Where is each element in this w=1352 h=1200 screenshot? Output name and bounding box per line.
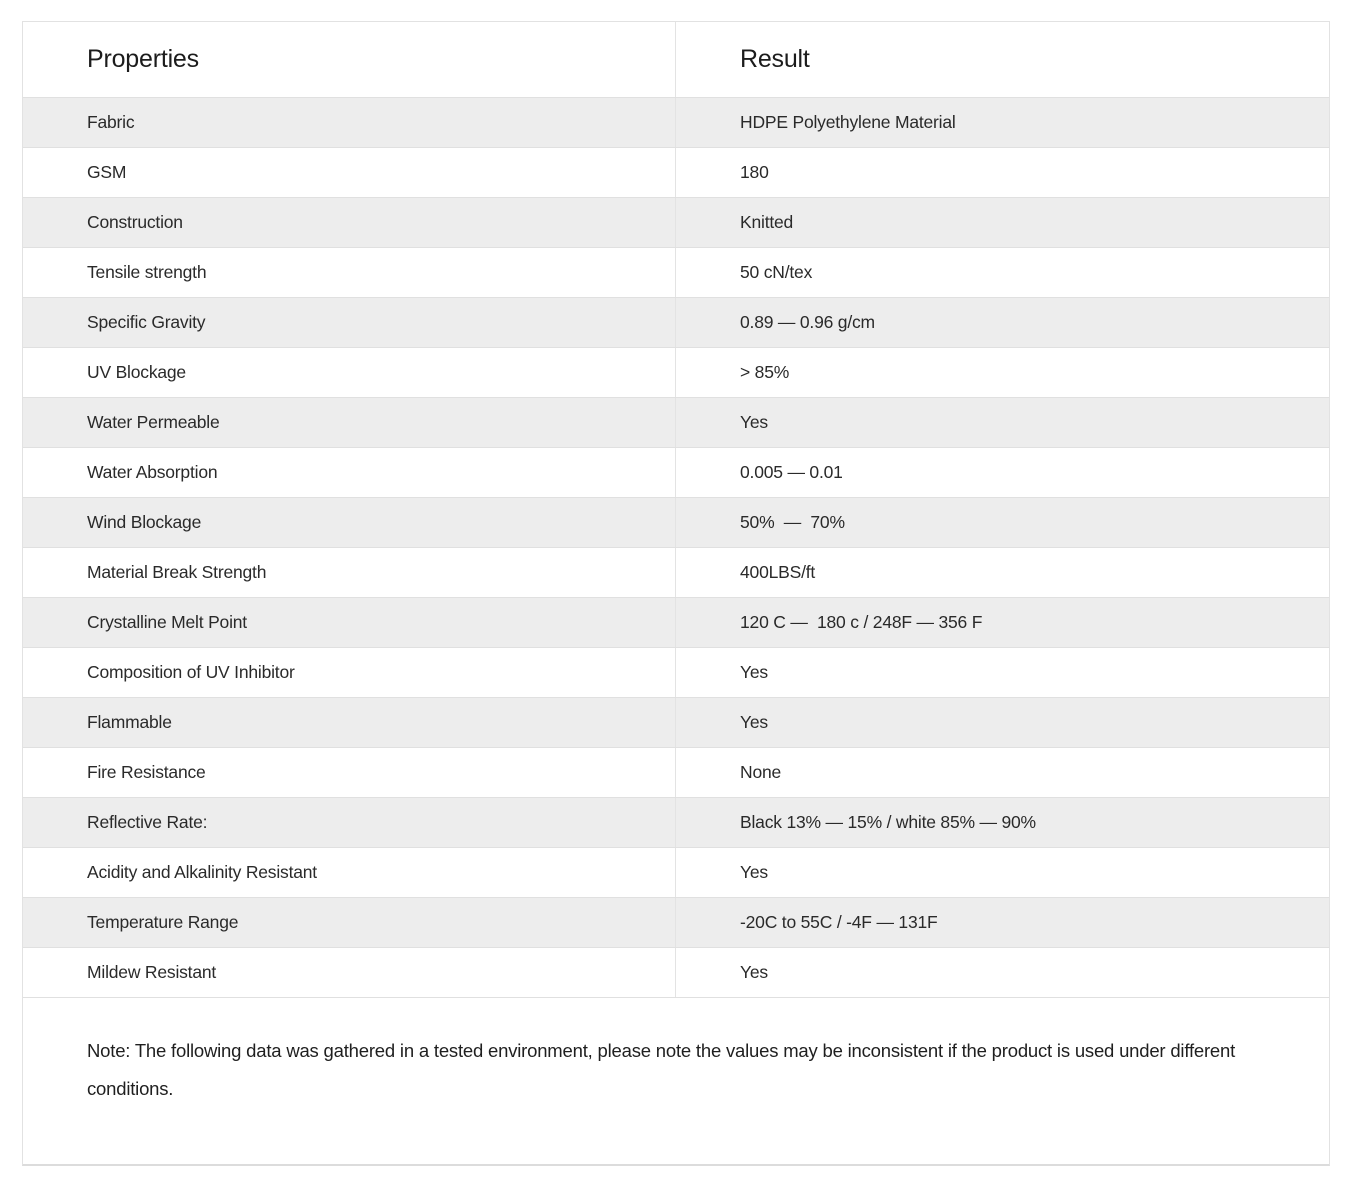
table-row [23, 848, 1329, 898]
property-cell: Acidity and Alkalinity Resistant [87, 862, 317, 882]
property-cell: Crystalline Melt Point [87, 612, 247, 632]
property-cell: Specific Gravity [87, 312, 206, 332]
table-row [23, 548, 1329, 598]
property-cell: Tensile strength [87, 262, 207, 282]
result-cell: Black 13% — 15% / white 85% — 90% [675, 798, 1329, 847]
result-cell: 400LBS/ft [675, 548, 1329, 597]
property-cell: Mildew Resistant [87, 962, 217, 982]
note-text: Note: The following data was gathered in a tested environment, please note the values may be inconsistent if the product is used under different conditions. [23, 998, 1329, 1164]
table-row [23, 698, 1329, 748]
table-row [23, 398, 1329, 448]
table-row [23, 348, 1329, 398]
property-cell: Temperature Range [87, 912, 239, 932]
result-cell: Yes [675, 698, 1329, 747]
result-cell: > 85% [675, 348, 1329, 397]
result-cell: 180 [675, 148, 1329, 197]
property-cell: Fabric [87, 112, 135, 132]
table-row [23, 798, 1329, 848]
table-row [23, 148, 1329, 198]
property-cell: Flammable [87, 712, 172, 732]
table-body [23, 98, 1329, 998]
property-cell: UV Blockage [87, 362, 186, 382]
table-row [23, 248, 1329, 298]
properties-column-header: Properties [87, 45, 199, 73]
result-cell: 120 C — 180 c / 248F — 356 F [675, 598, 1329, 647]
table-row [23, 648, 1329, 698]
result-cell: 0.89 — 0.96 g/cm [675, 298, 1329, 347]
table-row [23, 498, 1329, 548]
result-cell: 50 cN/tex [675, 248, 1329, 297]
result-cell: Yes [675, 398, 1329, 447]
spec-table [23, 22, 1329, 998]
result-cell: None [675, 748, 1329, 797]
result-cell: 0.005 — 0.01 [675, 448, 1329, 497]
table-header-row [23, 22, 1329, 98]
result-cell: 50% — 70% [675, 498, 1329, 547]
property-cell: Fire Resistance [87, 762, 206, 782]
result-cell: HDPE Polyethylene Material [675, 98, 1329, 147]
property-cell: Wind Blockage [87, 512, 202, 532]
result-cell: Yes [675, 948, 1329, 997]
table-row [23, 98, 1329, 148]
table-row [23, 298, 1329, 348]
property-cell: Reflective Rate: [87, 812, 208, 832]
result-cell: Yes [675, 648, 1329, 697]
table-row [23, 898, 1329, 948]
property-cell: Construction [87, 212, 183, 232]
property-cell: Material Break Strength [87, 562, 267, 582]
property-cell: Composition of UV Inhibitor [87, 662, 295, 682]
result-cell: Knitted [675, 198, 1329, 247]
table-row [23, 748, 1329, 798]
property-cell: Water Absorption [87, 462, 218, 482]
result-cell: Yes [675, 848, 1329, 897]
spec-card [22, 21, 1330, 1166]
table-row [23, 198, 1329, 248]
property-cell: Water Permeable [87, 412, 220, 432]
table-row [23, 448, 1329, 498]
property-cell: GSM [87, 162, 127, 182]
table-row [23, 598, 1329, 648]
result-column-header: Result [675, 22, 1329, 97]
result-cell: -20C to 55C / -4F — 131F [675, 898, 1329, 947]
table-row [23, 948, 1329, 998]
